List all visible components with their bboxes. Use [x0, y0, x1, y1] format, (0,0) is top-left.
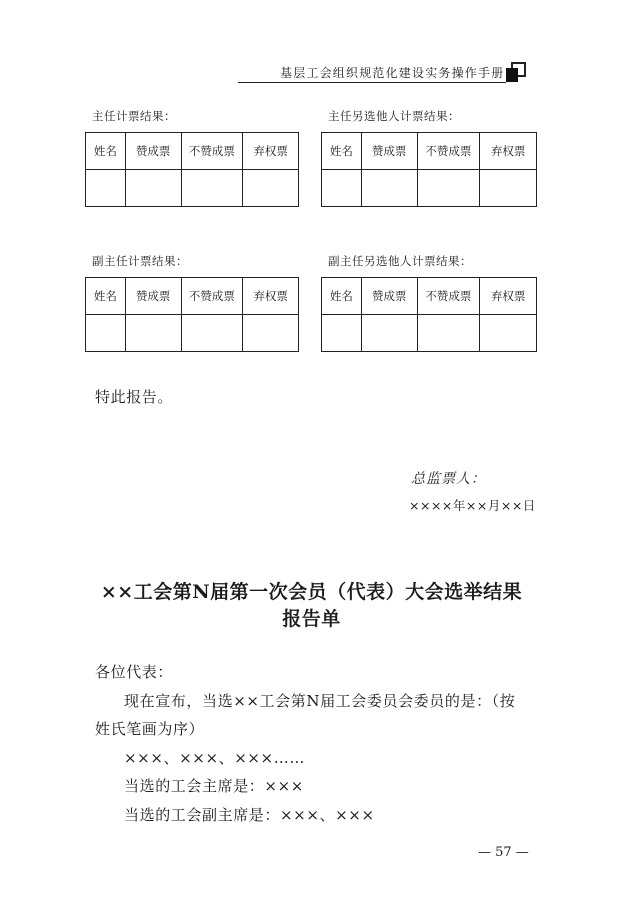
header-rule	[238, 82, 506, 83]
vote-table-director	[85, 132, 299, 207]
column-header: 赞成票	[361, 133, 417, 170]
column-header: 不赞成票	[181, 278, 243, 315]
signature-date: ××××年××月××日	[409, 498, 536, 513]
elected-chairman: 当选的工会主席是：×××	[124, 777, 304, 795]
column-header: 不赞成票	[417, 278, 480, 315]
table-cell	[86, 315, 126, 352]
elected-vice-chairman: 当选的工会副主席是：×××、×××	[124, 806, 375, 824]
column-header: 弃权票	[243, 133, 299, 170]
table-cell	[243, 170, 299, 207]
table-header-row	[86, 133, 299, 170]
column-header: 姓名	[322, 278, 362, 315]
header-title: 基层工会组织规范化建设实务操作手册	[280, 66, 505, 80]
table-cell	[125, 170, 181, 207]
document-title-line1: ××工会第N届第一次会员（代表）大会选举结果	[100, 581, 523, 603]
document-title-line2: 报告单	[282, 608, 341, 630]
table-caption-director: 主任计票结果：	[92, 109, 176, 123]
salutation: 各位代表：	[95, 663, 174, 681]
column-header: 弃权票	[243, 278, 299, 315]
column-header: 赞成票	[125, 133, 181, 170]
report-closing: 特此报告。	[95, 388, 174, 406]
vote-table-deputy-other	[321, 277, 537, 352]
table-cell	[86, 170, 126, 207]
vote-table-director-other	[321, 132, 537, 207]
column-header: 姓名	[86, 278, 126, 315]
column-header: 赞成票	[125, 278, 181, 315]
table-cell	[361, 315, 417, 352]
column-header: 弃权票	[480, 133, 537, 170]
chief-scrutineer-label: 总监票人：	[411, 471, 486, 487]
column-header: 弃权票	[480, 278, 537, 315]
table-cell	[243, 315, 299, 352]
table-row	[322, 170, 537, 207]
page-number: — 57 —	[478, 845, 529, 860]
vote-table-deputy	[85, 277, 299, 352]
table-caption-director-other: 主任另选他人计票结果：	[328, 109, 460, 123]
column-header: 赞成票	[361, 278, 417, 315]
table-cell	[480, 315, 537, 352]
column-header: 不赞成票	[417, 133, 480, 170]
table-cell	[417, 170, 480, 207]
table-cell	[125, 315, 181, 352]
table-cell	[181, 170, 243, 207]
table-cell	[361, 170, 417, 207]
elected-members-list: ×××、×××、×××……	[124, 749, 305, 767]
table-header-row	[86, 278, 299, 315]
table-row	[86, 315, 299, 352]
table-caption-deputy-other: 副主任另选他人计票结果：	[328, 254, 472, 268]
table-cell	[181, 315, 243, 352]
table-cell	[322, 315, 362, 352]
announcement-line1: 现在宣布，当选××工会第N届工会委员会委员的是：（按	[124, 692, 516, 710]
column-header: 姓名	[322, 133, 362, 170]
announcement-line2: 姓氏笔画为序）	[95, 720, 205, 738]
table-cell	[417, 315, 480, 352]
table-header-row	[322, 133, 537, 170]
table-header-row	[322, 278, 537, 315]
table-row	[322, 315, 537, 352]
table-cell	[322, 170, 362, 207]
column-header: 姓名	[86, 133, 126, 170]
table-row	[86, 170, 299, 207]
header-square-mark-icon	[506, 62, 528, 84]
table-caption-deputy: 副主任计票结果：	[92, 254, 188, 268]
table-cell	[480, 170, 537, 207]
column-header: 不赞成票	[181, 133, 243, 170]
